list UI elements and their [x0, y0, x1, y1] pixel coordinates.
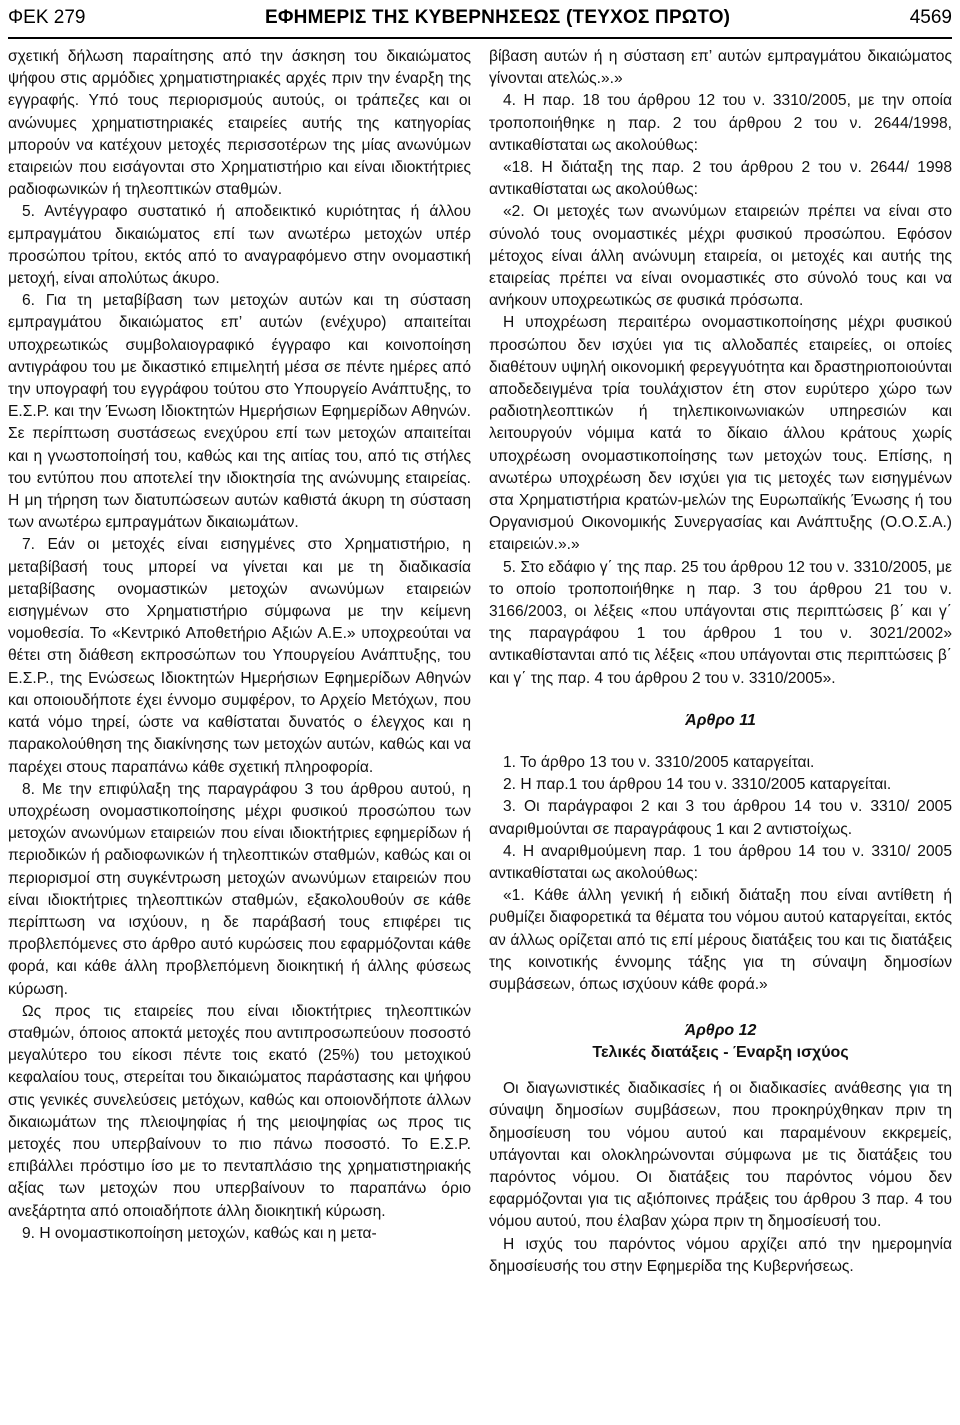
paragraph: Η υποχρέωση περαιτέρω ονομαστικοποίησης μέχρι φυσικού προσώπου δεν ισχύει για τις αλλοδαπές εταιρείες, οι οποίες διαθέτουν υψηλή οικονομική φερεγγυότητα και δραστηριοποιούνται αποδεδειγμένα τρία τουλάχιστον έτη στον ευρύτερο χώρο των ραδιοτηλεοπτικών ή τηλεπικοινωνιακών υπηρεσιών και λειτουργούν νόμιμα κατά το δίκαιο άλλου κράτους χωρίς υποχρέωση ονομαστικοποίησης των μετοχών τους. Επίσης, η ανωτέρω υποχρέωση δεν ισχύει για τις μετοχές των εισηγμένων στα Χρηματιστήρια κρατών-μελών της Ευρωπαϊκής Ένωσης ή του Οργανισμού Οικονομικής Συνεργασίας και Ανάπτυξης (Ο.Ο.Σ.Α.) εταιρειών.».» [489, 314, 952, 554]
paragraph: 5. Στο εδάφιο γ΄ της παρ. 25 του άρθρου 12 του ν. 3310/2005, με το οποίο τροποποιήθηκε η παρ. 3 του άρθρου 21 του ν. 3166/2003, οι λέξεις «που υπάγονται στις περιπτώσεις β΄ και γ΄ της παραγράφου 1 του άρθρου 1 του ν. 3021/2002» αντικαθίστανται από τις λέξεις «που υπάγονται στις περιπτώσεις β΄ και γ΄ της παρ. 4 του άρθρου 2 του ν. 3310/2005». [489, 558, 952, 687]
paragraph: 4. Η αναριθμούμενη παρ. 1 του άρθρου 14 του ν. 3310/ 2005 αντικαθίσταται ως ακολούθως: [489, 842, 952, 882]
paragraph: 5. Αντέγγραφο συστατικό ή αποδεικτικό κυριότητας ή άλλου εμπραγμάτου δικαιώματος επί των ανωτέρω μετοχών υπέρ προσώπου τρίτου, εκτός από το αναγραφόμενο στην ονομαστική μετοχή, είναι απολύτως άκυρο. [8, 203, 471, 288]
paragraph: «18. Η διάταξη της παρ. 2 του άρθρου 2 του ν. 2644/ 1998 αντικαθίσταται ως ακολούθως: [489, 159, 952, 199]
paragraph: Οι διαγωνιστικές διαδικασίες ή οι διαδικασίες ανάθεσης για τη σύναψη δημοσίων συμβάσεων, που προκηρύχθηκαν πριν τη δημοσίευση του νόμου αυτού και παραμένουν εκκρεμείς, υπάγονται και ολοκληρώνονται σύμφωνα με τις διατάξεις του παρόντος νόμου. Οι διατάξεις του παρόντος νόμου δεν εφαρμόζονται για τις αξιόποινες πράξεις του άρθρου 3 παρ. 4 του νόμου αυτού, που έλαβαν χώρα πριν τη δημοσίευσή του. [489, 1080, 952, 1231]
paragraph: 7. Εάν οι μετοχές είναι εισηγμένες στο Χρηματιστήριο, η μεταβίβασή τους μπορεί να γίνεται και με τη διαδικασία μεταβίβασης ονομαστικών μετοχών ανωνύμων εταιρειών εισηγμένων στο Χρηματιστήριο σύμφωνα με την κείμενη νομοθεσία. Το «Κεντρικό Αποθετήριο Αξιών Α.Ε.» υποχρεούται να θέτει στη διάθεση εκπροσώπων του Υπουργείου Ανάπτυξης, του Ε.Σ.Ρ., της Ενώσεως Ιδιοκτητών Ημερήσιων Εφημερίδων Αθηνών και οποιουδήποτε έχει έννομο συμφέρον, το Αρχείο Μετόχων, που κατά νόμο τηρεί, ώστε να καθίσταται δυνατός ο έλεγχος και η παρακολούθηση της διακίνησης των μετοχών αυτών, καθώς και να παρέχει στους παραπάνω κάθε σχετική πληροφορία. [8, 536, 471, 776]
paragraph: «1. Κάθε άλλη γενική ή ειδική διάταξη που είναι αντίθετη ή ρυθμίζει διαφορετικά τα θέματα του νόμου αυτού καταργείται, εκτός αν άλλως ορίζεται από τις επί μέρους διατάξεις του και τις διατάξεις της κοινοτικής έννομης τάξης για τη σύναψη δημοσίων συμβάσεων, όπως ισχύουν κάθε φορά.» [489, 887, 952, 993]
article-11-heading: Άρθρο 11 [685, 711, 756, 729]
issue-reference: ΦΕΚ 279 [8, 7, 86, 28]
paragraph: βίβαση αυτών ή η σύσταση επ’ αυτών εμπραγμάτου δικαιώματος γίνονται ατελώς.».» [489, 48, 952, 88]
page-header [8, 0, 952, 36]
left-column [8, 46, 471, 1245]
paragraph: 6. Για τη μεταβίβαση των μετοχών αυτών και τη σύσταση εμπραγμάτου δικαιώματος επ’ αυτών (ενέχυρο) απαιτείται υποχρεωτικώς συμβολαιογραφικό έγγραφο και κοινοποίηση αντιγράφου του με δικαστικό επιμελητή μέσα σε πέντε ημέρες από την υπογραφή του εγγράφου τούτου στο Υπουργείο Ανάπτυξης, το Ε.Σ.Ρ. και την Ένωση Ιδιοκτητών Ημερήσιων Εφημερίδων Αθηνών. Σε περίπτωση συστάσεως ενεχύρου επί των μετοχών απαιτείται και η γνωστοποίησή του, καθώς και της αιτίας του, από τις στήλες του εντύπου που αποτελεί την ιδιοκτησία της ανώνυμης εταιρείας. Η μη τήρηση των διατυπώσεων αυτών καθιστά άκυρη τη σύσταση των ανωτέρω εμπραγμάτων δικαιωμάτων. [8, 292, 471, 532]
article-12-subtitle: Τελικές διατάξεις - Έναρξη ισχύος [592, 1044, 849, 1062]
paragraph: 9. Η ονομαστικοποίηση μετοχών, καθώς και η μετα- [22, 1224, 377, 1242]
paragraph: 4. Η παρ. 18 του άρθρου 12 του ν. 3310/2005, με την οποία τροποποιήθηκε η παρ. 2 του άρθρου 2 του ν. 2644/1998, αντικαθίσταται ως ακολούθως: [489, 92, 952, 154]
paragraph: Ως προς τις εταιρείες που είναι ιδιοκτήτριες τηλεοπτικών σταθμών, όποιος αποκτά μετοχές που αντιπροσωπεύουν ποσοστό μεγαλύτερο του είκοσι πέντε τοις εκατό (25%) του μετοχικού κεφαλαίου τους, στερείται του δικαιώματος παράστασης και ψήφου στις γενικές συνελεύσεις μετόχων, καθώς και οποιονδήποτε άλλων δικαιωμάτων της πλειοψηφίας ή της μειοψηφίας ως προς τις μετοχές που υπερβαίνουν το πιο πάνω ποσοστό. Το Ε.Σ.Ρ. επιβάλλει πρόστιμο ίσο με το πενταπλάσιο της χρηματιστηριακής αξίας των μετοχών που υπερβαίνουν το παραπάνω όριο ανεξάρτητα από οποιαδήποτε άλλη διοικητική κύρωση. [8, 1002, 471, 1220]
right-column [489, 46, 952, 1278]
paragraph: «2. Οι μετοχές των ανωνύμων εταιρειών πρέπει να είναι στο σύνολό τους ονομαστικές μέχρι φυσικού προσώπου. Εφόσον μέτοχος είναι άλλη ανώνυμη εταιρεία, οι μετοχές και αυτής της εταιρείας πρέπει να είναι ονομαστικές στο σύνολό τους και να ανήκουν υποχρεωτικώς σε φυσικά πρόσωπα. [489, 203, 952, 310]
paragraph: 2. Η παρ.1 του άρθρου 14 του ν. 3310/2005 καταργείται. [503, 776, 892, 794]
paragraph: σχετική δήλωση παραίτησης από την άσκηση του δικαιώματος ψήφου στις αρμόδιες χρηματιστηριακές αρχές πριν την έναρξη της εγγραφής. Υπό τους περιορισμούς αυτούς, οι τράπεζες και οι ανώνυμες χρηματιστηριακές εταιρείες αυτής της κατηγορίας μπορούν να κατέχουν μετοχές περισσοτέρων της μίας ανωνύμων εταιρειών που εισάγονται στο Χρηματιστήριο και είναι ιδιοκτήτριες ραδιοφωνικών ή τηλεοπτικών σταθμών. [8, 48, 471, 199]
paragraph: 8. Με την επιφύλαξη της παραγράφου 3 του άρθρου αυτού, η υποχρέωση ονομαστικοποίησης μέχρι φυσικού προσώπου των μετοχών ανωνύμων εταιρειών που είναι ιδιοκτήτριες εφημερίδων ή περιοδικών ή ραδιοφωνικών ή τηλεοπτικών σταθμών, καθώς και οι περιορισμοί στη συγκέντρωση μετοχών ανωνύμων εταιρειών που είναι ιδιοκτήτριες τηλεοπτικών σταθμών, εξακολουθούν σε κάθε περίπτωση να ισχύουν, η δε παράβασή τους επιφέρει τις προβλεπόμενες στο άρθρο αυτό κυρώσεις που εφαρμόζονται κάθε φορά, και κάθε άλλη προβλεπόμενη διοικητική ή άλλης φύσεως κύρωση. [8, 780, 471, 998]
paragraph: 1. Το άρθρο 13 του ν. 3310/2005 καταργείται. [503, 753, 815, 771]
paragraph: Η ισχύς του παρόντος νόμου αρχίζει από την ημερομηνία δημοσίευσής του στην Εφημερίδα της Κυβερνήσεως. [489, 1235, 952, 1275]
header-divider [8, 37, 952, 39]
article-12-heading: Άρθρο 12 [684, 1022, 757, 1040]
page-number: 4569 [909, 7, 952, 28]
paragraph: 3. Οι παράγραφοι 2 και 3 του άρθρου 14 του ν. 3310/ 2005 αναριθμούνται σε παραγράφους 1 και 2 αντιστοίχως. [489, 798, 952, 838]
gazette-title: ΕΦΗΜΕΡΙΣ ΤΗΣ ΚΥΒΕΡΝΗΣΕΩΣ (ΤΕΥΧΟΣ ΠΡΩΤΟ) [264, 7, 731, 28]
